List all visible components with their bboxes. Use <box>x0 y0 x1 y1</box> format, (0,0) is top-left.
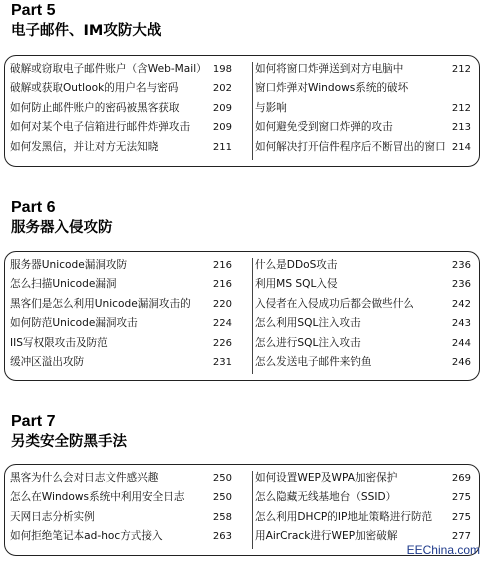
toc-entry-title: 如何拒绝笔记本ad-hoc方式接入 <box>10 530 163 543</box>
toc-entry-title: 天网日志分析实例 <box>10 510 95 523</box>
part-7-label: Part 7 <box>11 413 56 430</box>
toc-entry-page: 242 <box>451 298 471 310</box>
toc-entry-page: 212 <box>451 64 471 75</box>
toc-entry-title: 如何对某个电子信箱进行邮件炸弹攻击 <box>10 121 191 134</box>
toc-entry-title: 怎么利用DHCP的IP地址策略进行防范 <box>255 510 433 523</box>
toc-entry[interactable] <box>255 508 471 527</box>
part-5-title: 电子邮件、IM攻防大战 <box>11 23 162 39</box>
part-6-right-column <box>255 256 471 372</box>
part-5-left-column <box>10 60 232 157</box>
toc-entry[interactable] <box>10 118 232 137</box>
column-divider <box>252 62 253 160</box>
toc-entry-page: 244 <box>451 337 471 349</box>
toc-entry[interactable] <box>255 118 471 137</box>
toc-entry-page: 216 <box>212 260 232 271</box>
part-5-label: Part 5 <box>11 2 56 19</box>
toc-entry[interactable] <box>255 469 471 488</box>
toc-entry-title: 怎么隐藏无线基地台（SSID） <box>255 491 397 504</box>
toc-entry[interactable] <box>10 488 232 507</box>
toc-entry[interactable] <box>255 353 471 372</box>
toc-entry-title: IIS写权限攻击及防范 <box>10 336 108 349</box>
toc-entry-page: 216 <box>212 279 232 291</box>
toc-entry-page: 236 <box>451 279 471 291</box>
part-5-right-column <box>255 60 471 157</box>
toc-entry-title: 服务器Unicode漏洞攻防 <box>10 259 128 271</box>
toc-entry-title: 入侵者在入侵成功后都会做些什么 <box>255 297 414 310</box>
toc-entry-page: 213 <box>451 122 471 134</box>
toc-entry[interactable] <box>10 99 232 118</box>
part-5-contents-box <box>4 55 480 167</box>
part-6-title: 服务器入侵攻防 <box>11 220 113 236</box>
toc-entry-page: 198 <box>212 64 232 75</box>
toc-entry-page: 224 <box>212 318 232 330</box>
toc-entry[interactable] <box>10 508 232 527</box>
toc-entry-title: 黑客为什么会对日志文件感兴趣 <box>10 472 159 484</box>
part-7-right-column <box>255 469 471 547</box>
toc-entry-page: 211 <box>212 141 232 153</box>
toc-entry[interactable] <box>255 60 471 79</box>
toc-entry[interactable] <box>255 314 471 333</box>
toc-entry-page: 269 <box>451 473 471 484</box>
toc-entry-page: 250 <box>212 473 232 484</box>
toc-entry-title: 什么是DDoS攻击 <box>255 259 338 271</box>
toc-entry-page: 258 <box>212 511 232 523</box>
part-6-left-column <box>10 256 232 372</box>
toc-entry-page: 236 <box>451 260 471 271</box>
toc-entry-title: 怎么扫描Unicode漏洞 <box>10 278 117 291</box>
toc-entry-title: 缓冲区溢出攻防 <box>10 355 85 368</box>
toc-entry-page: 263 <box>212 531 232 543</box>
toc-entry-title: 如何将窗口炸弹送到对方电脑中 <box>255 63 404 75</box>
column-divider <box>252 258 253 374</box>
toc-entry-title: 利用MS SQL入侵 <box>255 278 338 291</box>
toc-entry[interactable] <box>10 295 232 314</box>
toc-entry-title: 与影响 <box>255 101 287 114</box>
toc-entry-title: 如何防止邮件账户的密码被黑客获取 <box>10 101 180 114</box>
toc-entry-page: 243 <box>451 318 471 330</box>
toc-entry-page: 209 <box>212 102 232 114</box>
part-6-contents-box <box>4 251 480 381</box>
toc-entry[interactable] <box>255 79 471 98</box>
toc-entry[interactable] <box>10 353 232 372</box>
toc-entry-title: 怎么进行SQL注入攻击 <box>255 336 361 349</box>
toc-entry-page: 275 <box>451 511 471 523</box>
toc-entry-title: 用AirCrack进行WEP加密破解 <box>255 530 398 543</box>
toc-entry[interactable] <box>255 138 471 157</box>
toc-entry[interactable] <box>10 138 232 157</box>
toc-entry-page: 250 <box>212 492 232 504</box>
toc-entry[interactable] <box>10 334 232 353</box>
toc-entry-page: 226 <box>212 337 232 349</box>
toc-entry[interactable] <box>255 275 471 294</box>
toc-entry-page: 214 <box>451 141 471 153</box>
toc-entry[interactable] <box>255 295 471 314</box>
toc-entry-page: 275 <box>451 492 471 504</box>
toc-entry[interactable] <box>10 275 232 294</box>
toc-entry-title: 如何解决打开信件程序后不断冒出的窗口 <box>255 140 446 153</box>
toc-entry[interactable] <box>10 60 232 79</box>
toc-entry-page: 209 <box>212 122 232 134</box>
toc-entry-title: 如何避免受到窗口炸弹的攻击 <box>255 121 393 134</box>
part-7-left-column <box>10 469 232 547</box>
toc-entry-page: 220 <box>212 298 232 310</box>
toc-entry[interactable] <box>10 79 232 98</box>
toc-entry-title: 怎么发送电子邮件来钓鱼 <box>255 355 372 368</box>
toc-entry[interactable] <box>255 334 471 353</box>
toc-entry-title: 黑客们是怎么利用Unicode漏洞攻击的 <box>10 297 191 310</box>
toc-entry-page: 212 <box>451 102 471 114</box>
toc-entry-title: 如何发黑信，并让对方无法知晓 <box>10 140 159 153</box>
toc-entry-title: 窗口炸弹对Windows系统的破坏 <box>255 82 409 95</box>
toc-entry[interactable] <box>10 469 232 488</box>
column-divider <box>252 471 253 549</box>
toc-entry[interactable] <box>255 256 471 275</box>
toc-entry-title: 破解或获取Outlook的用户名与密码 <box>10 82 179 95</box>
toc-entry-title: 怎么利用SQL注入攻击 <box>255 317 361 330</box>
toc-entry-title: 破解或窃取电子邮件账户（含Web-Mail） <box>10 63 207 75</box>
toc-entry-page: 202 <box>212 83 232 95</box>
watermark: EEChina.com <box>406 543 480 557</box>
toc-entry-page: 277 <box>451 531 471 543</box>
toc-entry-title: 怎么在Windows系统中利用安全日志 <box>10 491 185 504</box>
toc-entry-page: 246 <box>451 356 471 368</box>
toc-entry-title: 如何防范Unicode漏洞攻击 <box>10 317 138 330</box>
part-6-label: Part 6 <box>11 199 56 216</box>
toc-entry[interactable] <box>255 488 471 507</box>
toc-entry[interactable] <box>10 314 232 333</box>
toc-entry-page: 231 <box>212 356 232 368</box>
part-7-title: 另类安全防黑手法 <box>11 434 127 450</box>
toc-entry[interactable] <box>255 99 471 118</box>
toc-entry[interactable] <box>10 527 232 546</box>
toc-entry-title: 如何设置WEP及WPA加密保护 <box>255 472 398 484</box>
toc-entry[interactable] <box>10 256 232 275</box>
